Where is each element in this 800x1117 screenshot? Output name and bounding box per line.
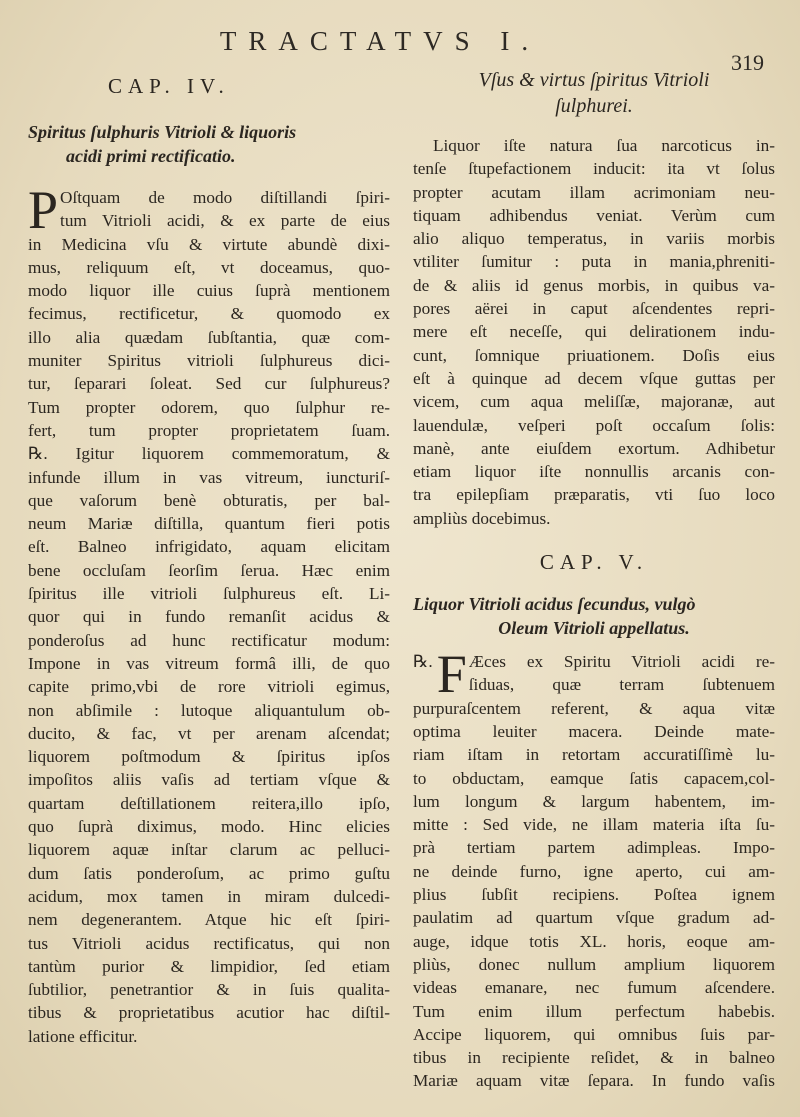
text-line: tus Vitrioli acidus rectificatus, qui non	[28, 933, 390, 953]
text-line: Tum enim illum perfectum habebis.	[413, 1001, 775, 1021]
drop-cap: F	[436, 644, 467, 705]
text-line: ſpiritus ille vitrioli ſulphureus eſt. Li-	[28, 584, 390, 604]
text-line: vicem, cum aqua meliſſæ, majoranæ, aut	[413, 392, 775, 412]
text-line: tum Vitrioli acidi, & ex parte de eius	[60, 211, 390, 231]
text-line: vtiliter ſumitur : puta in mania,phreniti-	[413, 252, 775, 272]
spacer	[28, 168, 390, 186]
text-line: bene occluſam ſeorſim ſerua. Hæc enim	[28, 560, 390, 580]
text-line: ſubtilior, penetrantior & in ſuis qualita-	[28, 980, 390, 1000]
page-number: 319	[731, 50, 764, 75]
section-title-line: Liquor Vitrioli acidus ſecundus, vulgò	[413, 594, 696, 615]
text-line: Liquor iſte natura ſua narcoticus in-	[433, 136, 775, 155]
right-column	[413, 66, 775, 1093]
text-line: tantùm purior & limpidior, ſed etiam	[28, 956, 390, 976]
text-line: impoſitos aliis vaſis ad tertiam vſque &	[28, 770, 390, 790]
text-line: infunde illum in vas vitreum, iuncturiſ-	[28, 467, 390, 487]
text-line: liquorem poſtmodum & ſpiritus ipſos	[28, 747, 390, 767]
recipe-symbol: ℞.	[413, 652, 433, 672]
text-line: eſt à quinque ad decem vſque guttas per	[413, 368, 775, 388]
text-line: Mariæ aquam vitæ ſepara. In fundo vaſis	[413, 1071, 775, 1091]
text-line: eſt. Balneo infrigidato, aquam elicitam	[28, 537, 390, 557]
chapter-heading: CAP. IV.	[108, 74, 230, 98]
text-line: ampliùs docebimus.	[413, 508, 551, 528]
text-line: plius ſubſit recipiens. Poſtea ignem	[413, 885, 775, 905]
text-line: cunt, ſomnique priuationem. Doſis eius	[413, 345, 775, 365]
text-line: muniter Spiritus vitrioli ſulphureus dici-	[28, 351, 390, 371]
text-line: lauendulæ, veſperi poſt occaſum ſolis:	[413, 415, 775, 435]
text-line: to obductam, eamque ſatis capacem,col-	[413, 768, 775, 788]
text-line: auge, idque totis XL. horis, eoque am-	[413, 931, 775, 951]
spacer	[413, 640, 775, 650]
text-line: modo liquor ille cuius ſuprà mentionem	[28, 281, 390, 301]
text-line: ℞. Igitur liquorem commemoratum, &	[28, 444, 390, 464]
text-line: tra epilepſiam præparatis, vti ſuo loco	[413, 485, 775, 505]
text-line: neum Mariæ diſtilla, quantum fieri potis	[28, 514, 390, 534]
text-line: manè, ante eiuſdem exortum. Adhibetur	[413, 438, 775, 458]
spacer	[413, 118, 775, 134]
text-line: purpuraſcentem referent, & aqua vitæ	[413, 698, 775, 718]
text-line: quo ſuprà diximus, modo. Hinc elicies	[28, 817, 390, 837]
text-line: fecimus, rectificetur, & quomodo ex	[28, 304, 390, 324]
section-title-line: Oleum Vitrioli appellatus.	[498, 618, 690, 639]
text-line: prà tertiam partem adimpleas. Impo-	[413, 838, 775, 858]
text-line: tibus & proprietatibus acutior hac diſtil-	[28, 1003, 390, 1023]
text-line: ponderoſus ad hunc rectificatur modum:	[28, 630, 390, 650]
text-line: nem degenerantem. Atque hic eſt ſpiri-	[28, 910, 390, 930]
text-line: fert, tum propter proprietatem ſuam.	[28, 420, 390, 440]
text-line: pores aërei in caput aſcendentes repri-	[413, 299, 775, 319]
text-line: tiquam adhibendus veniat. Verùm cum	[413, 205, 775, 225]
text-line: ne deinde furno, igne aperto, cui am-	[413, 861, 775, 881]
running-head	[0, 22, 800, 75]
text-line: tibus in recipiente reſidet, & in balneo	[413, 1048, 775, 1068]
text-line: non abſimile : lutoque aliquantulum ob-	[28, 700, 390, 720]
text-line: tur, ſeparari ſoleat. Sed cur ſulphureus?	[28, 374, 390, 394]
paragraph	[413, 644, 775, 1093]
text-line: que vaſorum benè obturatis, per bal-	[28, 490, 390, 510]
text-line: paulatim ad quartum vſque gradum ad-	[413, 908, 775, 928]
paragraph	[28, 180, 390, 1048]
text-line: quartam deſtillationem reitera,illo ipſo,	[28, 793, 390, 813]
text-line: etiam liquor iſte nonnullis arcanis con-	[413, 462, 775, 482]
section-title-line: Vſus & virtus ſpiritus Vitrioli	[478, 69, 710, 91]
text-line: tenſe ſtupefactionem inducit: ita vt ſolus	[413, 159, 775, 179]
text-line: in Medicina vſu & virtute abundè dixi-	[28, 234, 390, 254]
text-line: lum longum & largum habentem, im-	[413, 791, 775, 811]
text-line: Impone in vas vitreum formâ illi, de quo	[28, 653, 390, 673]
drop-cap: P	[28, 180, 59, 240]
text-line: alio aliquo temperatus, in variis morbis	[413, 229, 775, 249]
text-line: capite primo,vbi de rore vitrioli egimus,	[28, 677, 390, 697]
text-line: pliùs, donec nullum amplium liquorem	[413, 954, 775, 974]
text-line: Tum propter odorem, quo ſulphur re-	[28, 397, 390, 417]
text-line: Oſtquam de modo diſtillandi ſpiri-	[60, 188, 390, 207]
chapter-heading: CAP. V.	[539, 550, 649, 575]
text-line: riam iſtam in retortam accuratiſſimè lu-	[413, 745, 775, 765]
text-line: Accipe liquorem, qui omnibus ſuis par-	[413, 1024, 775, 1044]
text-line: videas emanare, nec fumum aſcendere.	[413, 978, 775, 998]
text-line: de & aliis id genus morbis, in quibus va-	[413, 275, 775, 295]
text-line: optima leuiter macera. Deinde mate-	[413, 721, 775, 741]
text-line: dum ſatis ponderoſum, ac primo guſtu	[28, 863, 390, 883]
text-line: quor qui in fundo remanſit acidus &	[28, 607, 390, 627]
running-title: TRACTATVS I.	[219, 26, 541, 56]
text-line: mitte : Sed vide, ne illam materia iſta ſu-	[413, 815, 775, 835]
spacer	[28, 106, 390, 120]
text-line: liquorem aquæ inſtar clarum ac pelluci-	[28, 840, 390, 860]
section-title-line: Spiritus ſulphuris Vitrioli & liquoris	[28, 122, 297, 142]
text-line: propter acutam illam acrimoniam neu-	[413, 182, 775, 202]
spacer	[413, 530, 775, 542]
text-line: acidum, mox tamen in miram dulcedi-	[28, 886, 390, 906]
text-line: Æces ex Spiritu Vitrioli acidi re-	[468, 652, 775, 672]
left-column	[28, 66, 390, 1048]
text-line: illo alia quædam ſubſtantia, quæ com-	[28, 327, 390, 347]
section-title-line: acidi primi rectificatio.	[66, 146, 236, 166]
spacer	[413, 582, 775, 592]
text-line: ſiduas, quæ terram ſubtenuem	[468, 675, 775, 695]
paragraph	[413, 134, 775, 530]
text-line: mus, reliquum eſt, vt doceamus, quo-	[28, 257, 390, 277]
text-line: ducito, & fac, vt per arenam aſcendat;	[28, 723, 390, 743]
text-line: latione efficitur.	[28, 1026, 138, 1046]
text-line: mere eſt neceſſe, qui delirationem indu-	[413, 322, 775, 342]
section-title-line: ſulphurei.	[555, 95, 633, 117]
